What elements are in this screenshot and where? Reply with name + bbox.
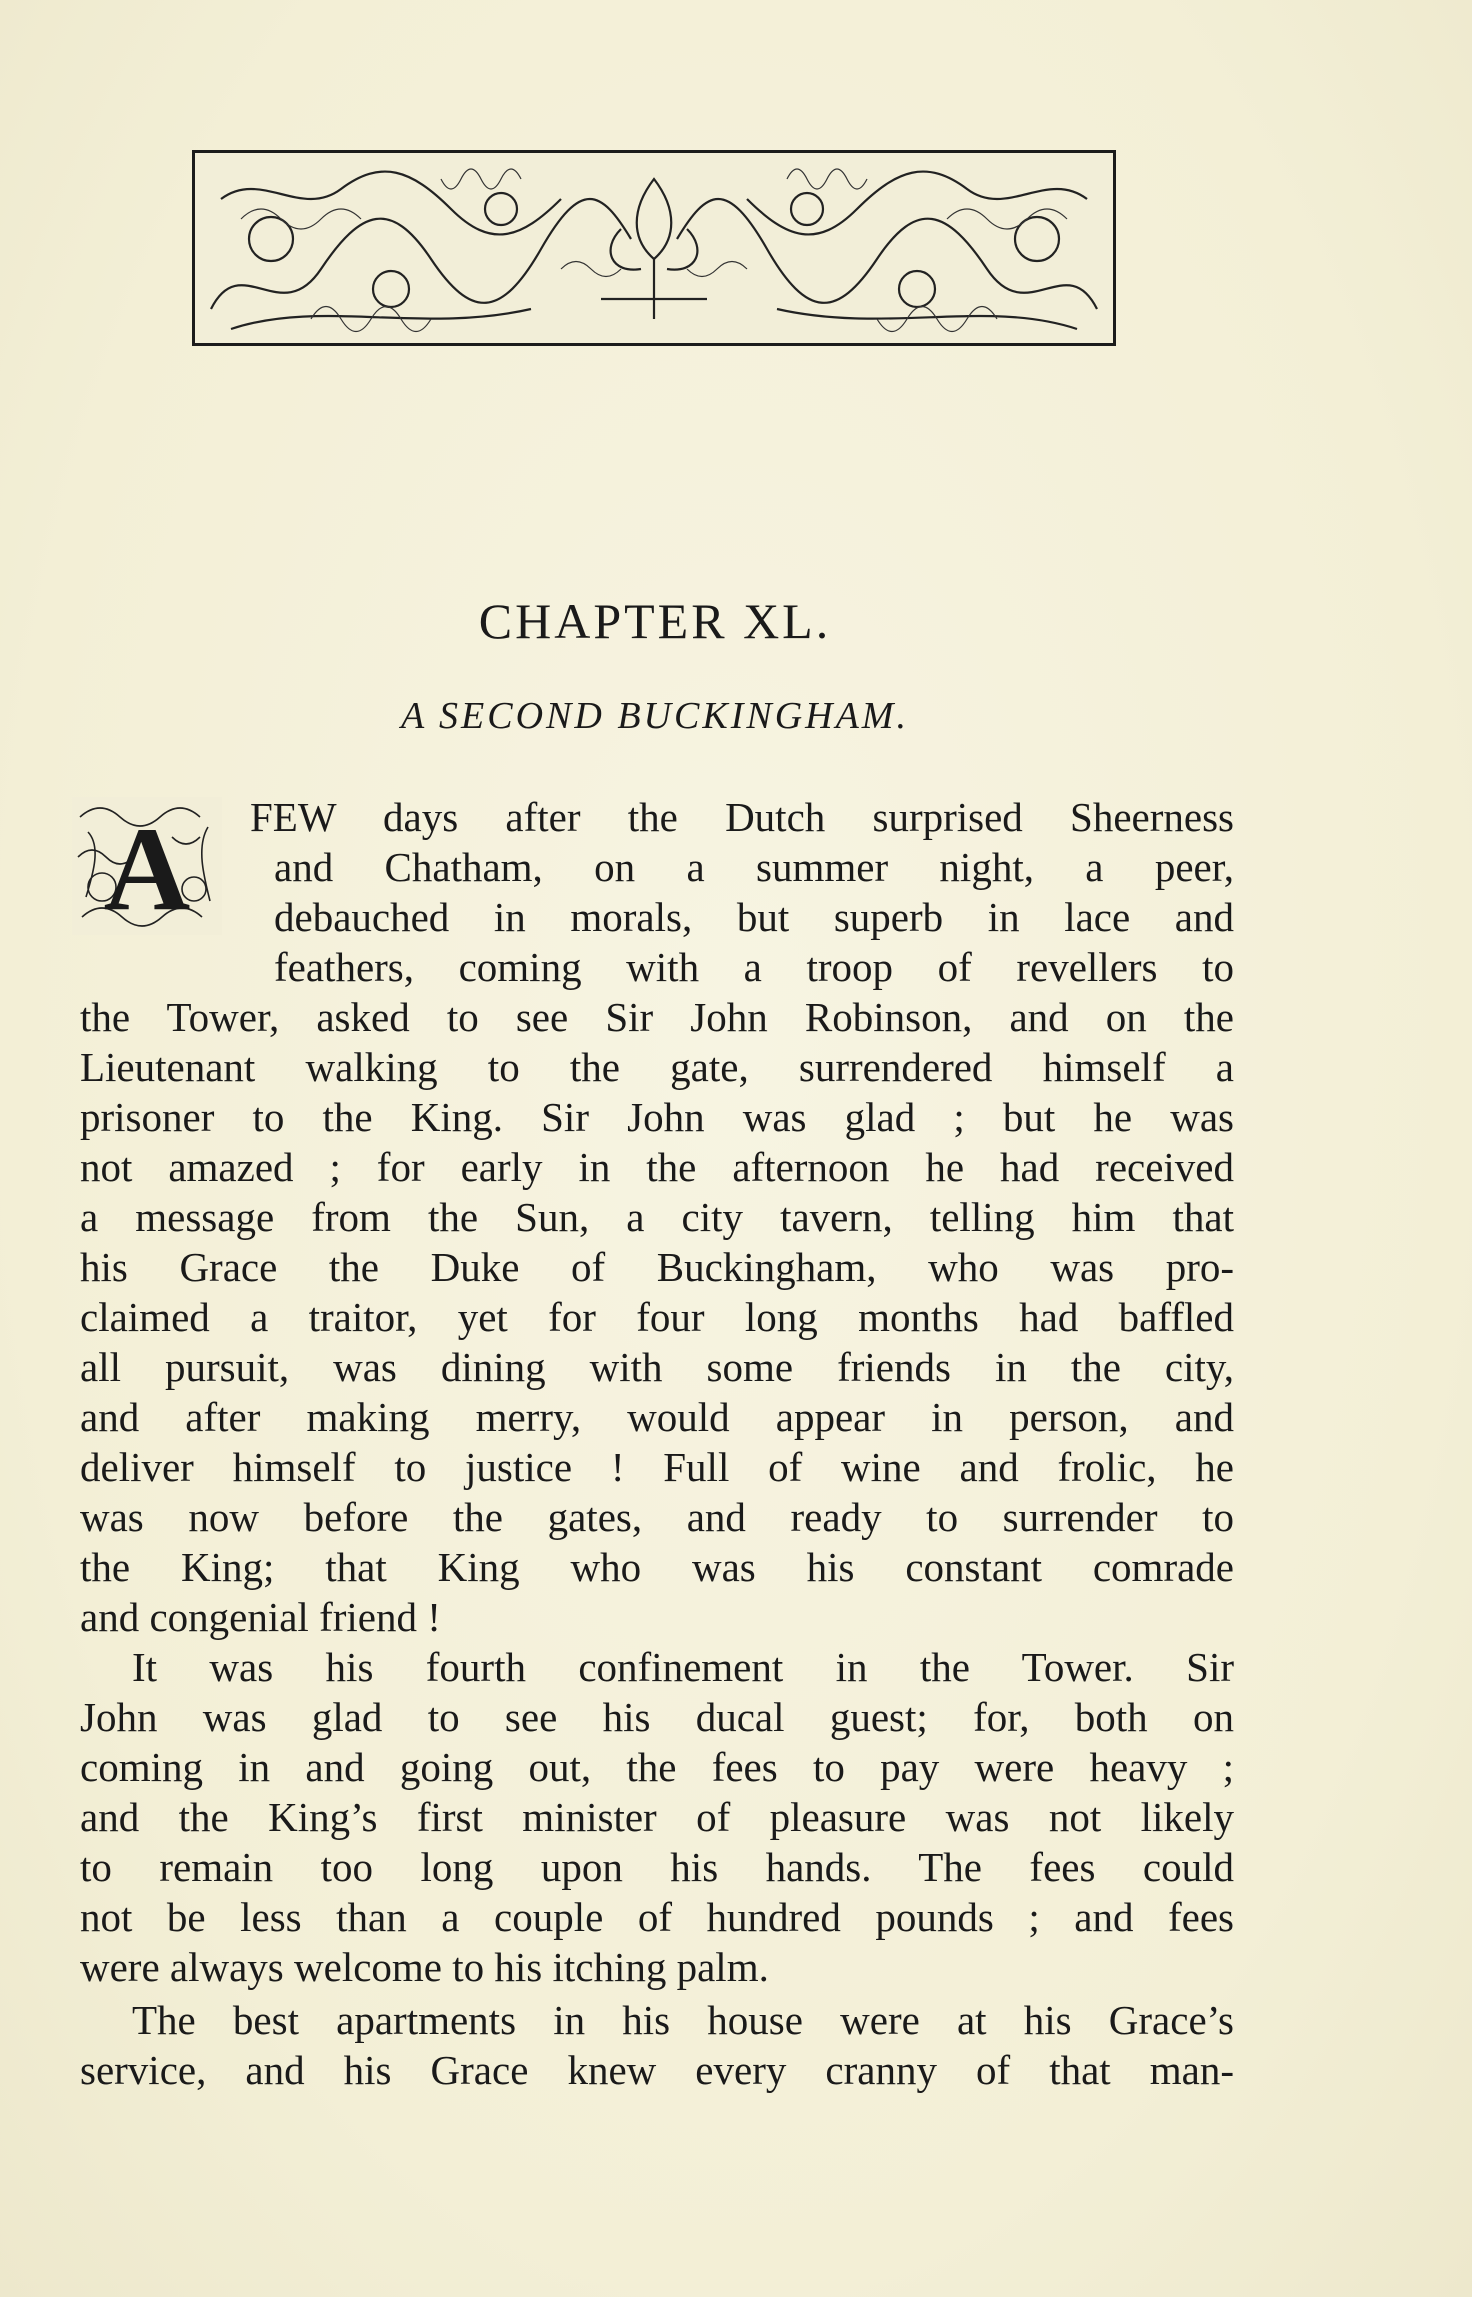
text-line: the Tower, asked to see Sir John Robinson, and on the [80, 994, 1234, 1040]
ornamental-headpiece [192, 150, 1116, 346]
headpiece-ornament-icon [201, 159, 1107, 337]
chapter-title: CHAPTER XL. [478, 593, 832, 649]
text-line: and Chatham, on a summer night, a peer, [274, 844, 1234, 890]
chapter-subtitle: A SECOND BUCKINGHAM. [401, 695, 909, 737]
text-line: the King; that King who was his constant comrade [80, 1544, 1234, 1590]
text-line: feathers, coming with a troop of revellers to [274, 944, 1234, 990]
text-line: not amazed ; for early in the afternoon he had received [80, 1144, 1234, 1190]
text-line: not be less than a couple of hundred pounds ; and fees [80, 1894, 1234, 1940]
text-line: The best apartments in his house were at his Grace’s [132, 1997, 1234, 2043]
text-line: deliver himself to justice ! Full of wine and frolic, he [80, 1444, 1234, 1490]
text-line: a message from the Sun, a city tavern, telling him that [80, 1194, 1234, 1240]
decorated-initial [72, 797, 222, 935]
text-line: claimed a traitor, yet for four long months had baffled [80, 1294, 1234, 1340]
text-line: John was glad to see his ducal guest; for, both on [80, 1694, 1234, 1740]
text-line: and congenial friend ! [80, 1594, 441, 1640]
text-line: and the King’s first minister of pleasure was not likely [80, 1794, 1234, 1840]
text-line: debauched in morals, but superb in lace and [274, 894, 1234, 940]
text-line: was now before the gates, and ready to surrender to [80, 1494, 1234, 1540]
text-line: Lieutenant walking to the gate, surrendered himself a [80, 1044, 1234, 1090]
text-line: his Grace the Duke of Buckingham, who was pro- [80, 1244, 1234, 1290]
dropcap-ornament-icon [72, 797, 222, 935]
text-line: FEW days after the Dutch surprised Sheerness [250, 794, 1234, 840]
text-line: coming in and going out, the fees to pay were heavy ; [80, 1744, 1234, 1790]
text-line: all pursuit, was dining with some friends in the city, [80, 1344, 1234, 1390]
text-line: and after making merry, would appear in person, and [80, 1394, 1234, 1440]
text-line: service, and his Grace knew every cranny of that man- [80, 2047, 1234, 2093]
text-line: to remain too long upon his hands. The fees could [80, 1844, 1234, 1890]
text-line: were always welcome to his itching palm. [80, 1944, 769, 1990]
text-line: It was his fourth confinement in the Tower. Sir [132, 1644, 1234, 1690]
dropcap-letter: A [103, 802, 191, 935]
text-line: prisoner to the King. Sir John was glad ; but he was [80, 1094, 1234, 1140]
